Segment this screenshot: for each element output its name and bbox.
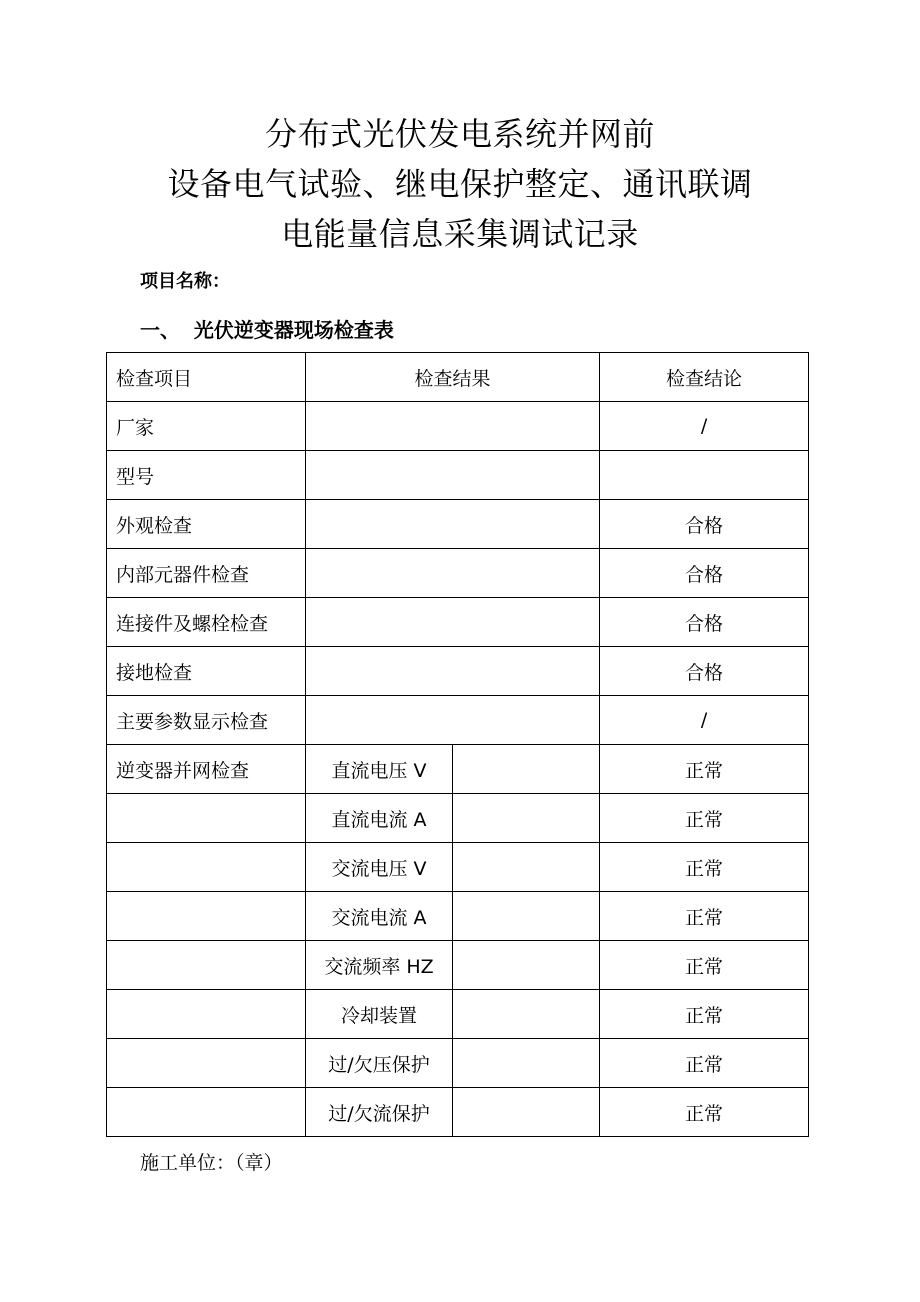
grid-check-value xyxy=(453,843,600,892)
grid-check-conclusion: 正常 xyxy=(600,892,809,941)
row-item: 接地检查 xyxy=(107,647,306,696)
grid-check-conclusion: 正常 xyxy=(600,1088,809,1137)
grid-check-row xyxy=(107,1039,809,1088)
grid-check-param: 过/欠流保护 xyxy=(306,1088,453,1137)
grid-check-row xyxy=(107,990,809,1039)
grid-check-row xyxy=(107,745,809,794)
document-title-line-2: 设备电气试验、继电保护整定、通讯联调 xyxy=(167,165,753,203)
table-row xyxy=(107,647,809,696)
grid-check-value xyxy=(453,892,600,941)
grid-check-param: 直流电流 A xyxy=(306,794,453,843)
grid-check-row xyxy=(107,941,809,990)
grid-check-param: 交流电流 A xyxy=(306,892,453,941)
document-title-line-1: 分布式光伏发电系统并网前 xyxy=(264,115,655,153)
grid-check-param: 过/欠压保护 xyxy=(306,1039,453,1088)
row-conclusion: / xyxy=(600,402,809,451)
grid-check-item-empty xyxy=(107,892,306,941)
row-conclusion: 合格 xyxy=(600,647,809,696)
row-item: 连接件及螺栓检查 xyxy=(107,598,306,647)
grid-check-item-empty xyxy=(107,990,306,1039)
row-result xyxy=(306,451,600,500)
row-conclusion: 合格 xyxy=(600,500,809,549)
row-conclusion xyxy=(600,451,809,500)
grid-check-conclusion: 正常 xyxy=(600,941,809,990)
table-row xyxy=(107,451,809,500)
row-result xyxy=(306,598,600,647)
grid-check-value xyxy=(453,990,600,1039)
row-result xyxy=(306,500,600,549)
construction-unit-seal-label: 施工单位：（章） xyxy=(140,1152,283,1174)
row-item: 内部元器件检查 xyxy=(107,549,306,598)
header-item: 检查项目 xyxy=(107,353,306,402)
grid-check-param: 交流频率 HZ xyxy=(306,941,453,990)
row-result xyxy=(306,549,600,598)
grid-check-param: 交流电压 V xyxy=(306,843,453,892)
grid-check-value xyxy=(453,794,600,843)
row-result xyxy=(306,696,600,745)
grid-check-conclusion: 正常 xyxy=(600,990,809,1039)
grid-check-row xyxy=(107,794,809,843)
grid-check-row xyxy=(107,843,809,892)
row-result xyxy=(306,402,600,451)
grid-check-conclusion: 正常 xyxy=(600,794,809,843)
grid-check-conclusion: 正常 xyxy=(600,745,809,794)
grid-check-item: 逆变器并网检查 xyxy=(107,745,306,794)
row-conclusion: 合格 xyxy=(600,598,809,647)
section-heading: 一、 光伏逆变器现场检查表 xyxy=(140,318,394,342)
header-conclusion: 检查结论 xyxy=(600,353,809,402)
table-row xyxy=(107,402,809,451)
inverter-inspection-table xyxy=(106,352,809,1137)
grid-check-row xyxy=(107,892,809,941)
grid-check-value xyxy=(453,1039,600,1088)
table-row xyxy=(107,549,809,598)
grid-check-row xyxy=(107,1088,809,1137)
row-result xyxy=(306,647,600,696)
table-row xyxy=(107,696,809,745)
grid-check-conclusion: 正常 xyxy=(600,1039,809,1088)
table-row xyxy=(107,500,809,549)
grid-check-param: 冷却装置 xyxy=(306,990,453,1039)
row-item: 外观检查 xyxy=(107,500,306,549)
grid-check-conclusion: 正常 xyxy=(600,843,809,892)
document-title-line-3: 电能量信息采集调试记录 xyxy=(281,215,639,253)
header-result: 检查结果 xyxy=(306,353,600,402)
table-header-row xyxy=(107,353,809,402)
grid-check-item-empty xyxy=(107,941,306,990)
row-conclusion: 合格 xyxy=(600,549,809,598)
project-name-label: 项目名称： xyxy=(140,271,230,292)
grid-check-item-empty xyxy=(107,1039,306,1088)
grid-check-param: 直流电压 V xyxy=(306,745,453,794)
row-item: 型号 xyxy=(107,451,306,500)
grid-check-value xyxy=(453,745,600,794)
grid-check-item-empty xyxy=(107,1088,306,1137)
row-conclusion: / xyxy=(600,696,809,745)
grid-check-value xyxy=(453,941,600,990)
row-item: 主要参数显示检查 xyxy=(107,696,306,745)
grid-check-item-empty xyxy=(107,794,306,843)
grid-check-value xyxy=(453,1088,600,1137)
table-row xyxy=(107,598,809,647)
row-item: 厂家 xyxy=(107,402,306,451)
grid-check-item-empty xyxy=(107,843,306,892)
